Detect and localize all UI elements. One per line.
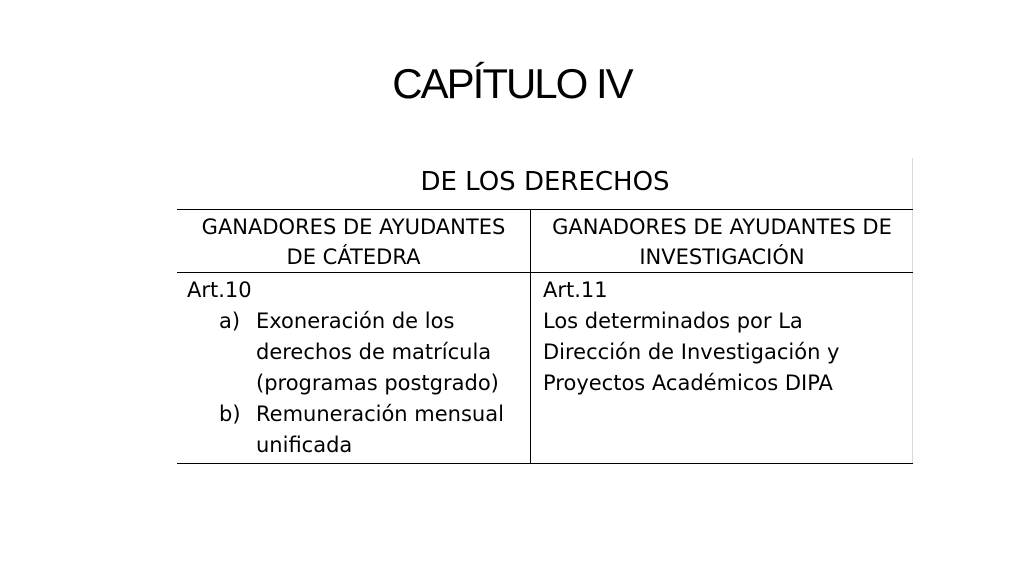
column-header-line: DE CÁTEDRA [286,245,421,269]
article-number: Art.10 [187,278,252,302]
rights-list [187,306,527,461]
list-item [187,306,527,399]
rights-table [177,158,913,464]
list-item-text: Exoneración de los derechos de matrícula (programas postgrado) [256,309,499,395]
cell-text: Los determinados por La Dirección de Investigación y Proyectos Académicos DIPA [543,309,840,395]
column-header-catedra [177,212,530,272]
table-rule-middle [177,272,913,273]
table-caption: DE LOS DERECHOS [420,167,670,197]
column-header-line: GANADORES DE AYUDANTES DE [552,215,892,239]
article-number: Art.11 [543,278,608,302]
column-header-line: GANADORES DE AYUDANTES [201,215,506,239]
list-item-text: Remuneración mensual unificada [256,402,504,457]
list-marker: b) [219,402,241,426]
table-rule-bottom [177,463,913,464]
column-header-line: INVESTIGACIÓN [639,245,805,269]
list-item [187,399,527,461]
slide-title: CAPÍTULO IV [392,60,632,107]
list-marker: a) [219,309,241,333]
column-header-investigacion [531,212,913,272]
cell-investigacion-rights [543,275,905,399]
table-rule-top [177,209,913,210]
cell-catedra-rights [187,275,527,461]
